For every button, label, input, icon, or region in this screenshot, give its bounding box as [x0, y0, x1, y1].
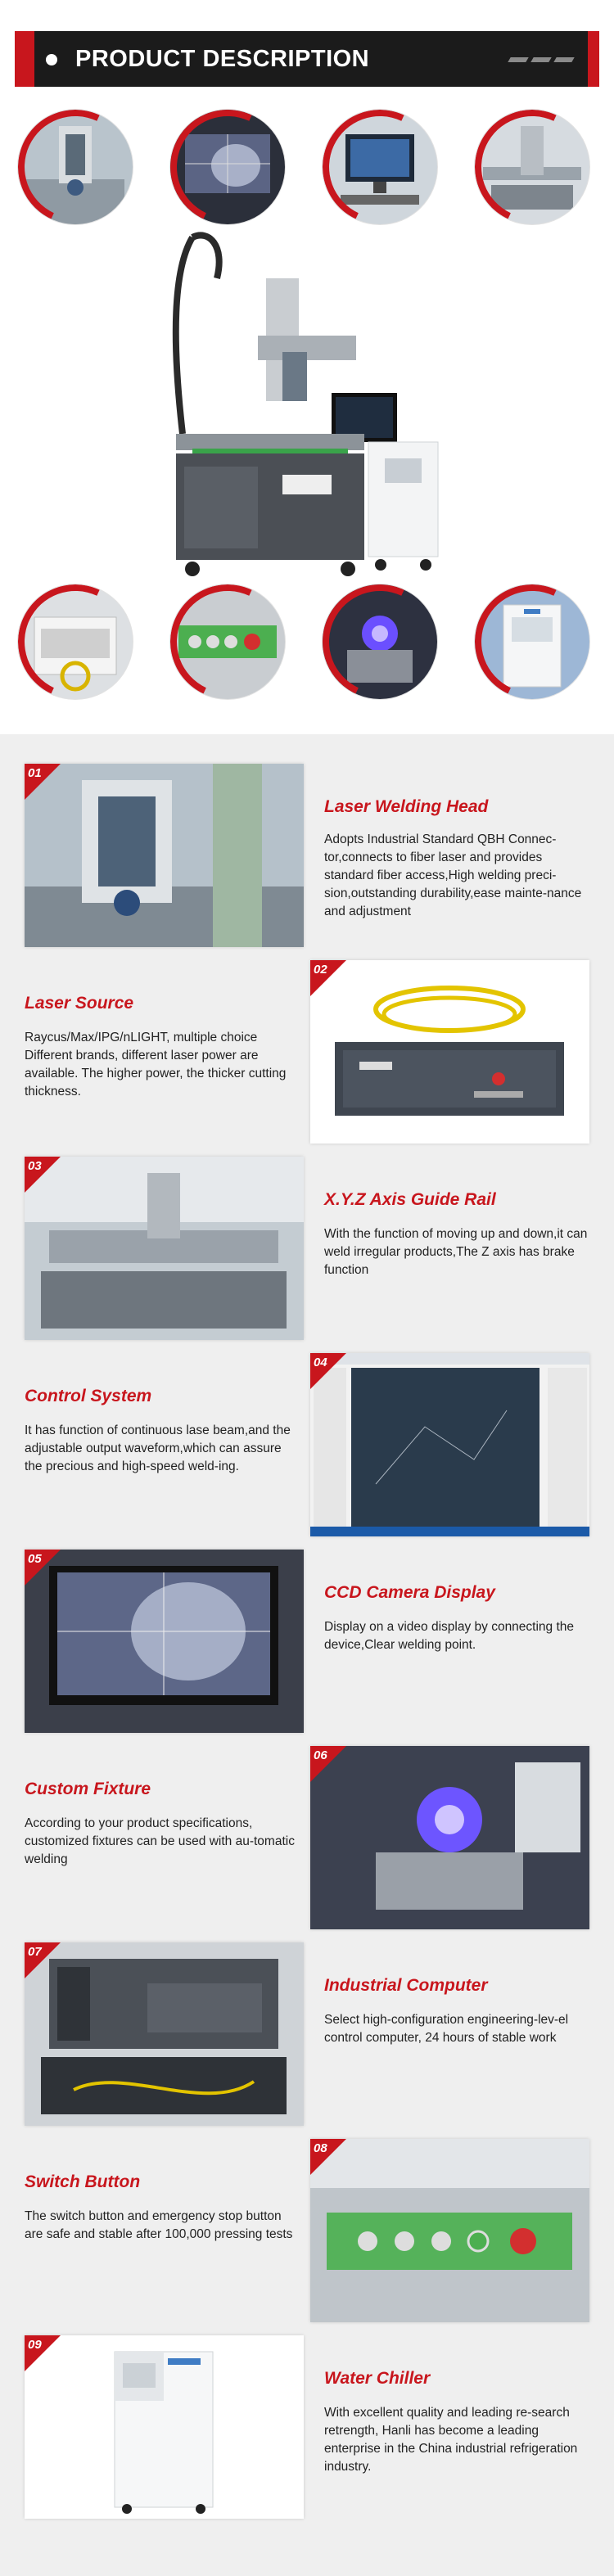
feature-photo-water-chiller	[25, 2335, 304, 2519]
feature-title: Water Chiller	[324, 2369, 431, 2388]
feature-row	[0, 2335, 614, 2519]
feature-description: Raycus/Max/IPG/nLIGHT, multiple choice Different brands, different laser power are available. The higher power, the thicker cutting thickness.	[25, 1031, 287, 1099]
section-header-banner	[15, 31, 599, 87]
section-title: PRODUCT DESCRIPTION	[75, 46, 370, 72]
banner-dash-icon	[553, 57, 574, 62]
feature-row	[0, 1550, 614, 1733]
feature-row	[0, 1746, 614, 1929]
banner-accent-left	[15, 31, 34, 87]
feature-number: 06	[314, 1748, 327, 1762]
feature-description: With the function of moving up and down,it can weld irregular products,The Z axis has brake function	[324, 1227, 588, 1277]
feature-description: With excellent quality and leading re-search retrength, Hanli has become a leading enterprise in the China industrial refrigeration industry.	[324, 2406, 578, 2474]
laser-welding-machine-image	[160, 229, 454, 589]
thumb-ccd-camera	[170, 110, 285, 224]
banner-dash-icon	[530, 57, 551, 62]
feature-description: The switch button and emergency stop button are safe and stable after 100,000 pressing tests	[25, 2209, 293, 2241]
feature-number: 04	[314, 1356, 327, 1369]
features-section	[0, 734, 614, 2576]
thumb-switch-button	[170, 584, 285, 699]
feature-description: Select high-configuration engineering-lev-el control computer, 24 hours of stable work	[324, 2013, 569, 2045]
feature-photo-laser-source	[310, 960, 589, 1144]
feature-photo-industrial-computer	[25, 1942, 304, 2126]
feature-number: 05	[28, 1552, 42, 1566]
thumb-laser-head	[18, 110, 133, 224]
feature-row	[0, 1942, 614, 2126]
thumb-water-chiller	[475, 584, 589, 699]
feature-row	[0, 1157, 614, 1340]
feature-number: 08	[314, 2141, 327, 2155]
thumb-custom-fixture	[323, 584, 437, 699]
feature-title: Control System	[25, 1387, 152, 1405]
thumb-guide-rail	[475, 110, 589, 224]
feature-number: 07	[28, 1945, 42, 1959]
feature-title: CCD Camera Display	[324, 1583, 495, 1602]
feature-number: 03	[28, 1159, 42, 1173]
feature-description: It has function of continuous lase beam,and the adjustable output waveform,which can assure the precious and high-speed weld-ing.	[25, 1423, 291, 1473]
feature-title: Laser Source	[25, 994, 134, 1013]
feature-row	[0, 1353, 614, 1536]
feature-number: 09	[28, 2338, 42, 2352]
feature-photo-ccd-camera	[25, 1550, 304, 1733]
feature-title: Custom Fixture	[25, 1780, 151, 1798]
thumb-industrial-computer	[323, 110, 437, 224]
feature-photo-switch-button	[310, 2139, 589, 2322]
thumb-laser-source	[18, 584, 133, 699]
feature-photo-guide-rail	[25, 1157, 304, 1340]
feature-title: Laser Welding Head	[324, 797, 489, 816]
feature-number: 01	[28, 766, 42, 780]
feature-number: 02	[314, 963, 327, 977]
feature-photo-laser-welding-head	[25, 764, 304, 947]
feature-row	[0, 960, 614, 1144]
feature-photo-custom-fixture	[310, 1746, 589, 1929]
feature-description: Display on a video display by connecting the device,Clear welding point.	[324, 1620, 575, 1652]
feature-title: Industrial Computer	[324, 1976, 488, 1995]
banner-accent-right	[588, 31, 599, 87]
feature-row	[0, 764, 614, 947]
feature-title: X.Y.Z Axis Guide Rail	[324, 1190, 496, 1209]
banner-bullet-icon	[46, 54, 57, 65]
feature-row	[0, 2139, 614, 2322]
feature-photo-control-system	[310, 1353, 589, 1536]
feature-title: Switch Button	[25, 2172, 141, 2191]
feature-description: Adopts Industrial Standard QBH Connec-tor,connects to fiber laser and provides standard fiber access,High welding preci-sion,outstanding durability,ease mainte-nance and adjustment	[324, 832, 582, 918]
feature-description: According to your product specifications, customized fixtures can be used with au-tomatic welding	[25, 1816, 295, 1866]
banner-dash-icon	[508, 57, 528, 62]
